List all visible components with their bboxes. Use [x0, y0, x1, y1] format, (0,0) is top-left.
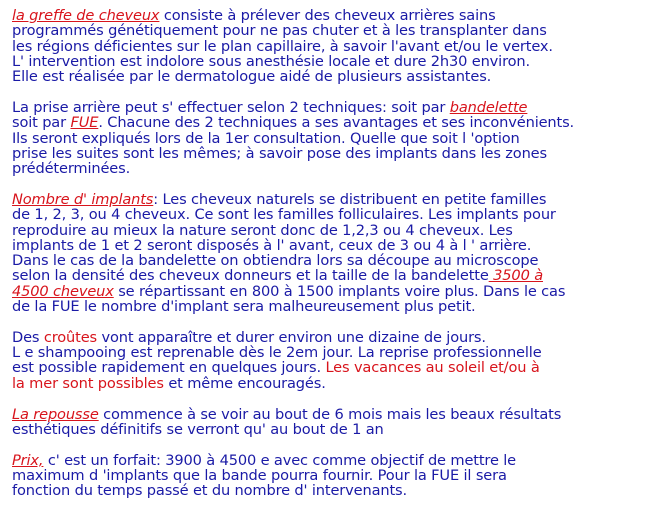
text-line: de la FUE le nombre d'implant sera malheureusement plus petit. — [12, 298, 476, 316]
link-greffe-de-cheveux[interactable]: la greffe de cheveux — [12, 7, 160, 24]
text-line: vont apparaître et durer environ une dizaine de jours. — [97, 328, 486, 346]
text-line: Dans le cas de la bandelette on obtiendra lors sa découpe au microscope — [12, 252, 539, 270]
highlight-vacances: Les vacances au soleil et/ou à — [325, 359, 540, 377]
link-4500-cheveux[interactable]: 4500 cheveux — [12, 282, 114, 300]
text-line: reproduire au mieux la nature seront donc de 1,2,3 ou 4 cheveux. Les — [12, 221, 513, 239]
link-3500-cheveux[interactable]: 3500 à — [488, 267, 543, 285]
text-line: Des — [12, 328, 44, 346]
highlight-croutes: croûtes — [43, 328, 97, 346]
text-line: programmés génétiquement pour ne pas chuter et à les transplanter dans — [12, 22, 547, 40]
text-line: L e shampooing est reprenable dès le 2em jour. La reprise professionnelle — [12, 344, 542, 362]
link-la-repousse[interactable]: La repousse — [12, 405, 99, 423]
text-line: c' est un forfait: 3900 à 4500 e avec comme objectif de mettre le — [43, 451, 516, 469]
text-line: est possible rapidement en quelques jours. — [12, 359, 326, 377]
text-line: L' intervention est indolore sous anesthésie locale et dure 2h30 environ. — [12, 52, 530, 70]
text-line: prédéterminées. — [12, 160, 131, 178]
text-line: : Les cheveux naturels se distribuent en petite familles — [153, 190, 547, 208]
link-nombre-implants[interactable]: Nombre d' implants — [12, 190, 154, 208]
text-line: fonction du temps passé et du nombre d' intervenants. — [12, 482, 407, 500]
link-fue[interactable]: FUE — [70, 114, 99, 132]
link-bandelette[interactable]: bandelette — [449, 98, 528, 116]
text-line: esthétiques définitifs se verront qu' au bout de 1 an — [12, 420, 384, 438]
highlight-vacances-cont: la mer sont possibles — [12, 374, 164, 392]
text-line: Elle est réalisée par le dermatologue aidé de plusieurs assistantes. — [12, 68, 492, 86]
text-line: maximum d 'implants que la bande pourra fournir. Pour la FUE il sera — [12, 466, 507, 484]
text-line: implants de 1 et 2 seront disposés à l' avant, ceux de 3 ou 4 à l ' arrière. — [12, 236, 532, 254]
paragraph-prix — [12, 453, 658, 499]
text-line: les régions déficientes sur le plan capillaire, à savoir l'avant et/ou le vertex. — [12, 37, 553, 55]
text-line: Ils seront expliqués lors de la 1er consultation. Quelle que soit l 'option — [12, 129, 520, 147]
text-line: selon la densité des cheveux donneurs et la taille de la bandelette — [12, 267, 489, 285]
document-body — [12, 8, 658, 514]
text-line: et même encouragés. — [163, 374, 326, 392]
paragraph-repousse — [12, 407, 658, 438]
link-prix[interactable]: Prix, — [12, 451, 44, 469]
paragraph-croutes — [12, 330, 658, 391]
text-line: soit par — [12, 114, 71, 132]
text-line: . Chacune des 2 techniques a ses avantages et ses inconvénients. — [98, 114, 575, 132]
paragraph-greffe — [12, 8, 658, 84]
paragraph-prise-arriere — [12, 100, 658, 176]
text-line: de 1, 2, 3, ou 4 cheveux. Ce sont les familles folliculaires. Les implants pour — [12, 206, 556, 224]
text-line: La prise arrière peut s' effectuer selon 2 techniques: soit par — [12, 98, 450, 116]
text-line: se répartissant en 800 à 1500 implants voire plus. Dans le cas — [113, 282, 566, 300]
text-line: consiste à prélever des cheveux arrières sains — [159, 7, 496, 24]
text-line: prise les suites sont les mêmes; à savoir pose des implants dans les zones — [12, 144, 547, 162]
paragraph-nombre-implants — [12, 192, 658, 314]
text-line: commence à se voir au bout de 6 mois mais les beaux résultats — [98, 405, 562, 423]
